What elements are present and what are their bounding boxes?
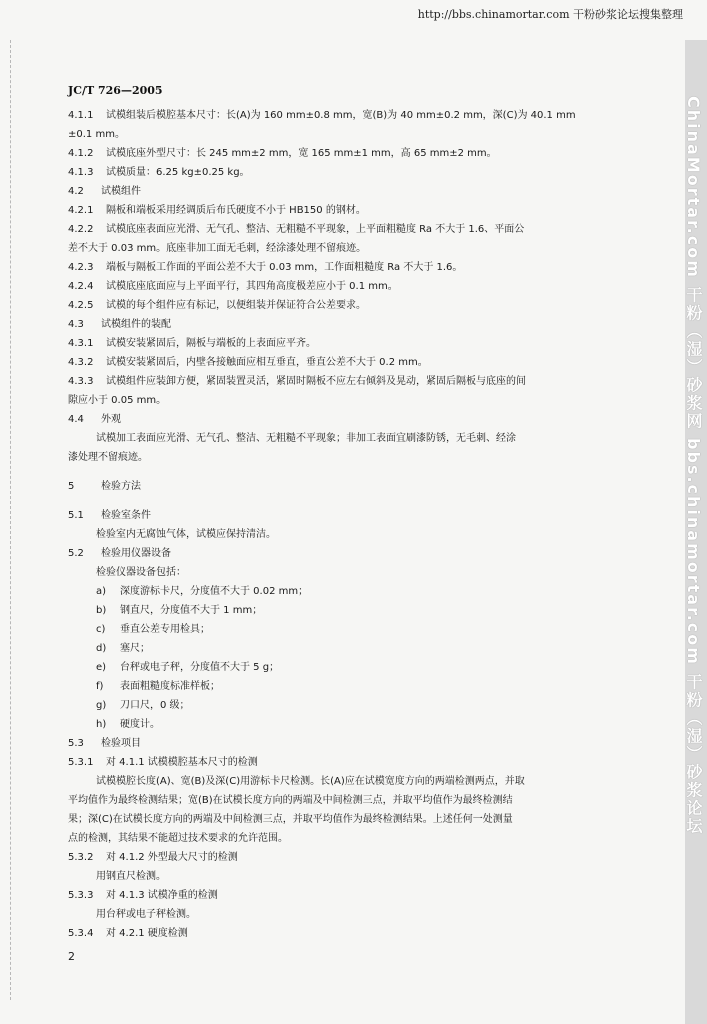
- clause-text: 深度游标卡尺，分度值不大于 0.02 mm；: [120, 586, 309, 597]
- clause-text: 点的检测，其结果不能超过技术要求的允许范围。: [68, 833, 288, 844]
- clause-text: 台秤或电子秤，分度值不大于 5 g；: [120, 662, 280, 673]
- text-line: [68, 239, 650, 258]
- list-item: [68, 601, 650, 620]
- clause-text: 检验用仪器设备: [101, 548, 171, 559]
- list-item-label: c): [96, 624, 106, 635]
- text-line: [68, 506, 650, 525]
- clause-text: 试模的每个组件应有标记，以便组装并保证符合公差要求。: [106, 300, 366, 311]
- clause-text: 刀口尺，0 级；: [120, 700, 190, 711]
- clause-text: 对 4.1.1 试模模腔基本尺寸的检测: [106, 757, 258, 768]
- binding-margin-line: [10, 40, 12, 1000]
- clause-number: 4.1.2: [68, 148, 94, 159]
- clause-text: 硬度计。: [120, 719, 160, 730]
- clause-text: 对 4.1.3 试模净重的检测: [106, 890, 218, 901]
- document-body: [68, 106, 650, 943]
- clause-number: 5.3.2: [68, 852, 94, 863]
- clause-text: 试模组件: [101, 186, 141, 197]
- text-line: [68, 791, 650, 810]
- clause-number: 5.3.1: [68, 757, 94, 768]
- clause-text: 试模加工表面应光滑、无气孔、整洁、无粗糙不平现象；非加工表面宜刷漆防锈，无毛刺、经涂: [96, 433, 516, 444]
- clause-text: 试模安装紧固后，内壁各接触面应相互垂直，垂直公差不大于 0.2 mm。: [106, 357, 428, 368]
- clause-number: 4.3.1: [68, 338, 94, 349]
- text-line: [68, 182, 650, 201]
- text-line: [68, 106, 650, 125]
- list-item: [68, 639, 650, 658]
- list-item: [68, 677, 650, 696]
- clause-text: 试模组件的装配: [101, 319, 171, 330]
- text-line: [68, 829, 650, 848]
- clause-text: 检验方法: [101, 481, 141, 492]
- clause-text: 差不大于 0.03 mm。底座非加工面无毛刺，经涂漆处理不留痕迹。: [68, 243, 367, 254]
- text-line: [68, 258, 650, 277]
- clause-number: 4.2: [68, 186, 84, 197]
- text-line: [68, 924, 650, 943]
- clause-text: 试模质量：6.25 kg±0.25 kg。: [106, 167, 250, 178]
- clause-text: 隙应小于 0.05 mm。: [68, 395, 167, 406]
- clause-text: 垂直公差专用检具；: [120, 624, 210, 635]
- clause-text: 对 4.2.1 硬度检测: [106, 928, 188, 939]
- text-line: [68, 525, 650, 544]
- blank-line: [68, 496, 650, 506]
- page-number: 2: [68, 950, 75, 963]
- text-line: [68, 220, 650, 239]
- text-line: [68, 201, 650, 220]
- text-line: [68, 477, 650, 496]
- list-item-label: a): [96, 586, 107, 597]
- clause-text: 对 4.1.2 外型最大尺寸的检测: [106, 852, 238, 863]
- clause-text: 用钢直尺检测。: [96, 871, 166, 882]
- list-item: [68, 658, 650, 677]
- clause-number: 5.3: [68, 738, 84, 749]
- clause-text: ±0.1 mm。: [68, 129, 125, 140]
- clause-number: 5: [68, 481, 75, 492]
- list-item-label: d): [96, 643, 107, 654]
- text-line: [68, 810, 650, 829]
- clause-text: 检验室内无腐蚀气体，试模应保持清洁。: [96, 529, 276, 540]
- clause-text: 试模组件应装卸方便，紧固装置灵活，紧固时隔板不应左右倾斜及晃动，紧固后隔板与底座的间: [106, 376, 526, 387]
- clause-text: 果；深(C)在试模长度方向的两端及中间检测三点，并取平均值作为最终检测结果。上述任何一处测量: [68, 814, 513, 825]
- clause-text: 表面粗糙度标准样板；: [120, 681, 220, 692]
- clause-number: 4.2.5: [68, 300, 94, 311]
- clause-number: 4.3.3: [68, 376, 94, 387]
- text-line: [68, 315, 650, 334]
- list-item: [68, 620, 650, 639]
- clause-number: 4.1.1: [68, 110, 94, 121]
- clause-number: 4.3: [68, 319, 84, 330]
- list-item-label: b): [96, 605, 107, 616]
- text-line: [68, 277, 650, 296]
- clause-text: 检验仪器设备包括：: [96, 567, 186, 578]
- clause-text: 检验室条件: [101, 510, 151, 521]
- clause-number: 4.2.2: [68, 224, 94, 235]
- clause-number: 5.3.4: [68, 928, 94, 939]
- clause-number: 4.4: [68, 414, 84, 425]
- list-item-label: g): [96, 700, 107, 711]
- clause-text: 试模组装后模腔基本尺寸：长(A)为 160 mm±0.8 mm，宽(B)为 40 mm±0.2 mm，深(C)为 40.1 mm: [106, 110, 576, 121]
- clause-text: 漆处理不留痕迹。: [68, 452, 148, 463]
- list-item: [68, 696, 650, 715]
- text-line: [68, 753, 650, 772]
- clause-text: 塞尺；: [120, 643, 150, 654]
- clause-text: 隔板和端板采用经调质后布氏硬度不小于 HB150 的钢材。: [106, 205, 366, 216]
- header-url: http://bbs.chinamortar.com 干粉砂浆论坛搜集整理: [417, 8, 683, 21]
- text-line: [68, 125, 650, 144]
- clause-text: 用台秤或电子秤检测。: [96, 909, 196, 920]
- text-line: [68, 410, 650, 429]
- list-item: [68, 715, 650, 734]
- text-line: [68, 144, 650, 163]
- clause-text: 平均值作为最终检测结果；宽(B)在试模长度方向的两端及中间检测三点，并取平均值作为最终检测结: [68, 795, 513, 806]
- text-line: [68, 867, 650, 886]
- text-line: [68, 163, 650, 182]
- list-item-label: f): [96, 681, 104, 692]
- clause-text: 检验项目: [101, 738, 141, 749]
- list-item: [68, 582, 650, 601]
- standard-number: JC/T 726—2005: [68, 84, 163, 97]
- text-line: [68, 353, 650, 372]
- list-item-label: e): [96, 662, 107, 673]
- text-line: [68, 734, 650, 753]
- clause-number: 4.3.2: [68, 357, 94, 368]
- clause-text: 试模底座表面应光滑、无气孔、整洁、无粗糙不平现象，上平面粗糙度 Ra 不大于 1.6、平面公: [106, 224, 525, 235]
- text-line: [68, 334, 650, 353]
- text-line: [68, 296, 650, 315]
- list-item-label: h): [96, 719, 107, 730]
- clause-number: 4.2.4: [68, 281, 94, 292]
- clause-number: 5.1: [68, 510, 84, 521]
- text-line: [68, 372, 650, 391]
- text-line: [68, 391, 650, 410]
- text-line: [68, 905, 650, 924]
- clause-text: 试模底座底面应与上平面平行，其四角高度极差应小于 0.1 mm。: [106, 281, 398, 292]
- text-line: [68, 429, 650, 448]
- clause-text: 钢直尺，分度值不大于 1 mm；: [120, 605, 263, 616]
- clause-number: 5.2: [68, 548, 84, 559]
- text-line: [68, 886, 650, 905]
- clause-text: 试模模腔长度(A)、宽(B)及深(C)用游标卡尺检测。长(A)应在试模宽度方向的两端检测两点，并取: [96, 776, 525, 787]
- clause-number: 4.2.1: [68, 205, 94, 216]
- text-line: [68, 772, 650, 791]
- text-line: [68, 448, 650, 467]
- clause-text: 外观: [101, 414, 121, 425]
- side-watermark-text: ChinaMortar.com 干粉（湿）砂浆网 bbs.chinamortar.com 干粉（湿）砂浆论坛: [684, 96, 703, 836]
- clause-number: 4.2.3: [68, 262, 94, 273]
- clause-text: 端板与隔板工作面的平面公差不大于 0.03 mm，工作面粗糙度 Ra 不大于 1.6。: [106, 262, 463, 273]
- clause-text: 试模底座外型尺寸：长 245 mm±2 mm，宽 165 mm±1 mm，高 65 mm±2 mm。: [106, 148, 497, 159]
- clause-number: 5.3.3: [68, 890, 94, 901]
- clause-number: 4.1.3: [68, 167, 94, 178]
- text-line: [68, 848, 650, 867]
- text-line: [68, 563, 650, 582]
- blank-line: [68, 467, 650, 477]
- text-line: [68, 544, 650, 563]
- clause-text: 试模安装紧固后，隔板与端板的上表面应平齐。: [106, 338, 316, 349]
